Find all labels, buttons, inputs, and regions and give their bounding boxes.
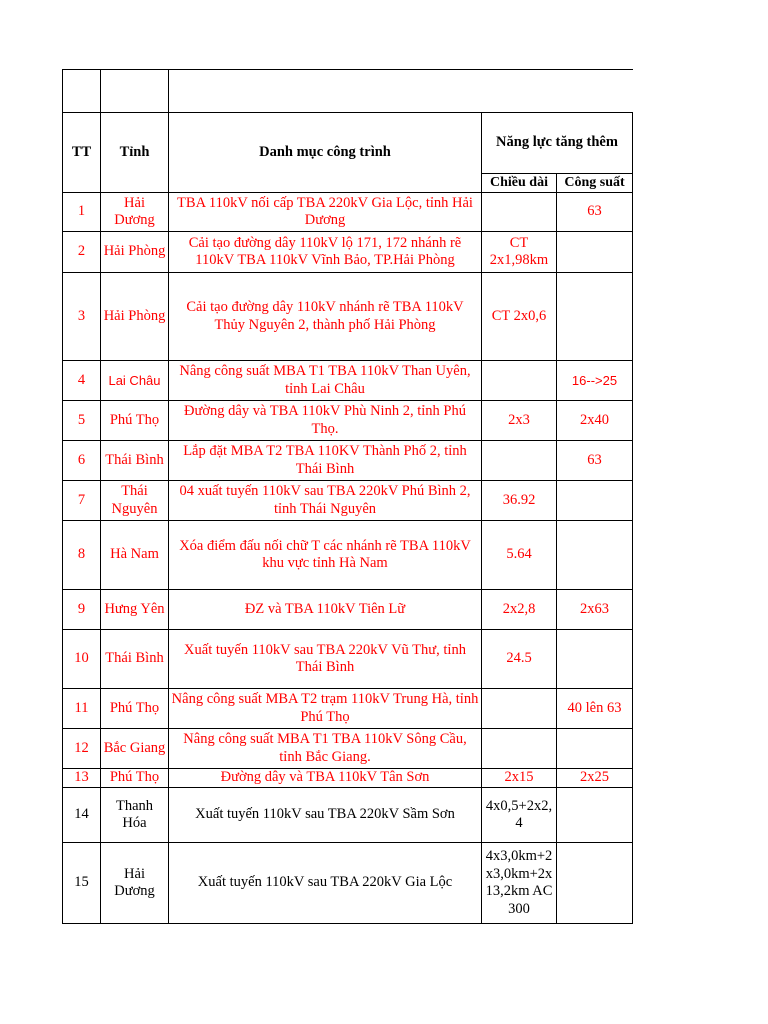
province-cell: Lai Châu	[101, 361, 169, 401]
row-number-cell: 6	[63, 441, 101, 481]
row-number-cell: 14	[63, 788, 101, 843]
table-body	[63, 193, 633, 924]
row-number-cell: 9	[63, 590, 101, 630]
project-name-cell: Nâng công suất MBA T1 TBA 110kV Than Uyên, tỉnh Lai Châu	[169, 361, 482, 401]
project-name-cell: Nâng công suất MBA T2 trạm 110kV Trung Hà, tỉnh Phú Thọ	[169, 689, 482, 729]
row-number-cell: 15	[63, 843, 101, 924]
province-cell: Thái Bình	[101, 630, 169, 689]
table-row	[63, 193, 633, 232]
blank-row	[63, 70, 633, 113]
project-table	[62, 69, 633, 924]
table-row	[63, 361, 633, 401]
length-cell	[482, 729, 557, 769]
province-cell: Hải Phòng	[101, 232, 169, 273]
length-cell	[482, 361, 557, 401]
province-cell: Phú Thọ	[101, 769, 169, 788]
power-cell: 40 lên 63	[557, 689, 633, 729]
length-cell: CT 2x0,6	[482, 273, 557, 361]
project-name-cell: Đường dây và TBA 110kV Tân Sơn	[169, 769, 482, 788]
table-row	[63, 729, 633, 769]
table-row	[63, 689, 633, 729]
row-number-cell: 12	[63, 729, 101, 769]
header-project: Danh mục công trình	[169, 113, 482, 193]
project-name-cell: TBA 110kV nối cấp TBA 220kV Gia Lộc, tỉnh Hải Dương	[169, 193, 482, 232]
row-number-cell: 8	[63, 521, 101, 590]
province-cell: Thái Nguyên	[101, 481, 169, 521]
province-cell: Phú Thọ	[101, 689, 169, 729]
project-name-cell: ĐZ và TBA 110kV Tiên Lữ	[169, 590, 482, 630]
header-length: Chiều dài	[482, 174, 557, 193]
row-number-cell: 2	[63, 232, 101, 273]
power-cell	[557, 232, 633, 273]
blank-cell	[169, 70, 633, 113]
power-cell	[557, 729, 633, 769]
header-province: Tỉnh	[101, 113, 169, 193]
project-name-cell: Cải tạo đường dây 110kV nhánh rẽ TBA 110kV Thủy Nguyên 2, thành phố Hải Phòng	[169, 273, 482, 361]
power-cell	[557, 521, 633, 590]
project-name-cell: 04 xuất tuyến 110kV sau TBA 220kV Phú Bình 2, tỉnh Thái Nguyên	[169, 481, 482, 521]
power-cell: 63	[557, 193, 633, 232]
row-number-cell: 4	[63, 361, 101, 401]
length-cell: 2x15	[482, 769, 557, 788]
length-cell: CT 2x1,98km	[482, 232, 557, 273]
row-number-cell: 11	[63, 689, 101, 729]
project-name-cell: Cải tạo đường dây 110kV lộ 171, 172 nhánh rẽ 110kV TBA 110kV Vĩnh Bảo, TP.Hải Phòng	[169, 232, 482, 273]
length-cell: 2x2,8	[482, 590, 557, 630]
table-row	[63, 590, 633, 630]
table-row	[63, 481, 633, 521]
project-name-cell: Xuất tuyến 110kV sau TBA 220kV Gia Lộc	[169, 843, 482, 924]
row-number-cell: 3	[63, 273, 101, 361]
province-cell: Hải Phòng	[101, 273, 169, 361]
header-row	[63, 113, 633, 174]
power-cell: 16-->25	[557, 361, 633, 401]
province-cell: Phú Thọ	[101, 401, 169, 441]
province-cell: Thanh Hóa	[101, 788, 169, 843]
header-power: Công suất	[557, 174, 633, 193]
province-cell: Bắc Giang	[101, 729, 169, 769]
project-name-cell: Xuất tuyến 110kV sau TBA 220kV Sầm Sơn	[169, 788, 482, 843]
header-tt: TT	[63, 113, 101, 193]
power-cell: 2x25	[557, 769, 633, 788]
row-number-cell: 13	[63, 769, 101, 788]
table-row	[63, 521, 633, 590]
length-cell: 4x0,5+2x2,4	[482, 788, 557, 843]
table-row	[63, 843, 633, 924]
power-cell	[557, 788, 633, 843]
table-row	[63, 441, 633, 481]
table-row	[63, 232, 633, 273]
project-name-cell: Đường dây và TBA 110kV Phù Ninh 2, tỉnh Phú Thọ.	[169, 401, 482, 441]
project-name-cell: Lắp đặt MBA T2 TBA 110KV Thành Phố 2, tỉnh Thái Bình	[169, 441, 482, 481]
length-cell	[482, 441, 557, 481]
blank-cell	[63, 70, 101, 113]
table-row	[63, 273, 633, 361]
province-cell: Hải Dương	[101, 193, 169, 232]
row-number-cell: 7	[63, 481, 101, 521]
length-cell: 2x3	[482, 401, 557, 441]
power-cell	[557, 481, 633, 521]
project-name-cell: Xóa điểm đấu nối chữ T các nhánh rẽ TBA 110kV khu vực tỉnh Hà Nam	[169, 521, 482, 590]
length-cell: 24.5	[482, 630, 557, 689]
power-cell	[557, 630, 633, 689]
row-number-cell: 5	[63, 401, 101, 441]
province-cell: Thái Bình	[101, 441, 169, 481]
province-cell: Hải Dương	[101, 843, 169, 924]
length-cell: 36.92	[482, 481, 557, 521]
row-number-cell: 1	[63, 193, 101, 232]
table-row	[63, 401, 633, 441]
table-row	[63, 769, 633, 788]
length-cell: 4x3,0km+2x3,0km+2x13,2km AC300	[482, 843, 557, 924]
length-cell	[482, 689, 557, 729]
project-name-cell: Nâng công suất MBA T1 TBA 110kV Sông Cầu, tỉnh Bắc Giang.	[169, 729, 482, 769]
row-number-cell: 10	[63, 630, 101, 689]
project-name-cell: Xuất tuyến 110kV sau TBA 220kV Vũ Thư, tỉnh Thái Bình	[169, 630, 482, 689]
table-row	[63, 788, 633, 843]
power-cell: 2x40	[557, 401, 633, 441]
header-capacity-group: Năng lực tăng thêm	[482, 113, 633, 174]
power-cell	[557, 843, 633, 924]
power-cell	[557, 273, 633, 361]
province-cell: Hưng Yên	[101, 590, 169, 630]
length-cell	[482, 193, 557, 232]
blank-cell	[101, 70, 169, 113]
province-cell: Hà Nam	[101, 521, 169, 590]
power-cell: 63	[557, 441, 633, 481]
table-row	[63, 630, 633, 689]
power-cell: 2x63	[557, 590, 633, 630]
length-cell: 5.64	[482, 521, 557, 590]
